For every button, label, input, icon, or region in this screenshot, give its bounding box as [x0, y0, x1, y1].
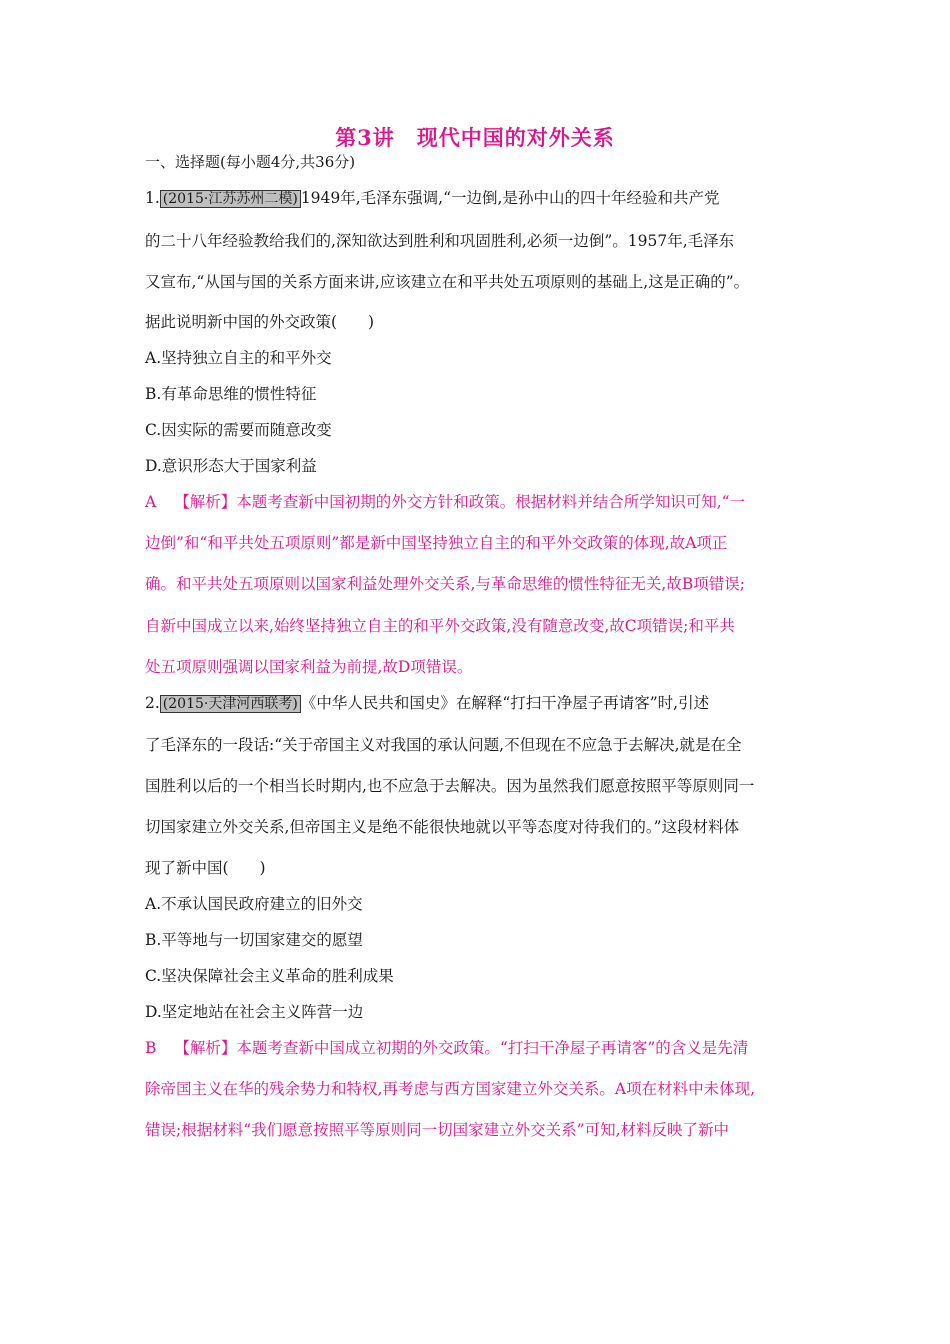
section-heading: 一、选择题(每小题4分,共36分): [145, 153, 356, 171]
q1-analysis-line: 自新中国成立以来,始终坚持独立自主的和平外交政策,没有随意改变,故C项错误;和平共: [145, 617, 735, 635]
q2-stem-line: 现了新中国( ): [145, 859, 266, 877]
q2-source-tag: (2015·天津河西联考): [160, 695, 301, 713]
q1-first-line: [145, 188, 719, 208]
q1-answer: A: [145, 493, 157, 511]
q2-analysis-line: 除帝国主义在华的残余势力和特权,再考虑与西方国家建立外交关系。A项在材料中未体现,: [145, 1080, 756, 1098]
q2-analysis-text: 【解析】本题考查新中国成立初期的外交政策。“打扫干净屋子再请客”的含义是先清: [174, 1039, 749, 1057]
q2-analysis-line: 错误;根据材料“我们愿意按照平等原则同一切国家建立外交关系”可知,材料反映了新中: [145, 1121, 730, 1139]
q2-stem-line: 了毛泽东的一段话:“关于帝国主义对我国的承认问题,不但现在不应急于去解决,就是在全: [145, 736, 742, 754]
q2-option-d: D.坚定地站在社会主义阵营一边: [145, 1003, 364, 1021]
q1-analysis-line: 确。和平共处五项原则以国家利益处理外交关系,与革命思维的惯性特征无关,故B项错误;: [145, 575, 745, 593]
q2-analysis-line: [145, 1038, 748, 1058]
q2-answer: B: [145, 1039, 157, 1057]
q2-option-a: A.不承认国民政府建立的旧外交: [145, 895, 363, 913]
q1-stem-line: 据此说明新中国的外交政策( ): [145, 313, 375, 331]
q1-stem-line: 又宣布,“从国与国的关系方面来讲,应该建立在和平共处五项原则的基础上,这是正确的”。: [145, 273, 750, 291]
q1-analysis-line: 边倒”和“和平共处五项原则”都是新中国坚持独立自主的和平外交政策的体现,故A项正: [145, 534, 728, 552]
q1-option-c: C.因实际的需要而随意改变: [145, 421, 332, 439]
q1-number: 1.: [145, 189, 160, 207]
q1-stem-line: 的二十八年经验教给我们的,深知欲达到胜利和巩固胜利,必须一边倒”。1957年,毛泽东: [145, 232, 735, 250]
q2-first-line: [145, 693, 709, 713]
q2-stem-line: 《中华人民共和国史》在解释“打扫干净屋子再请客”时,引述: [300, 694, 710, 712]
q2-option-b: B.平等地与一切国家建交的愿望: [145, 931, 363, 949]
q1-option-d: D.意识形态大于国家利益: [145, 457, 317, 475]
q1-stem-line: 1949年,毛泽东强调,“一边倒,是孙中山的四十年经验和共产党: [300, 189, 720, 207]
q1-analysis-text: 【解析】本题考查新中国初期的外交方针和政策。根据材料并结合所学知识可知,“一: [174, 493, 746, 511]
q1-option-a: A.坚持独立自主的和平外交: [145, 349, 332, 367]
lesson-title: 第3讲 现代中国的对外关系: [335, 125, 615, 150]
q1-analysis-line: 处五项原则强调以国家利益为前提,故D项错误。: [145, 658, 473, 676]
q2-stem-line: 切国家建立外交关系,但帝国主义是绝不能很快地就以平等态度对待我们的。”这段材料体: [145, 818, 740, 836]
q1-analysis-line: [145, 492, 745, 512]
q1-option-b: B.有革命思维的惯性特征: [145, 385, 317, 403]
q1-source-tag: (2015·江苏苏州二模): [160, 190, 301, 208]
q2-stem-line: 国胜利以后的一个相当长时期内,也不应急于去解决。因为虽然我们愿意按照平等原则同一: [145, 777, 755, 795]
q2-number: 2.: [145, 694, 160, 712]
q2-option-c: C.坚决保障社会主义革命的胜利成果: [145, 967, 394, 985]
